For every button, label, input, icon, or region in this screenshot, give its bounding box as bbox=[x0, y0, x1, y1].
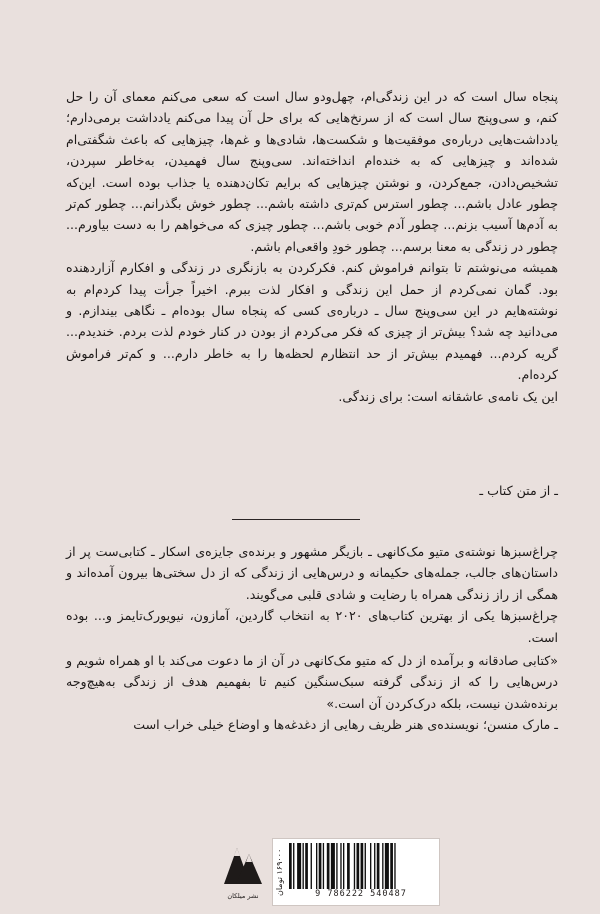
price-label: ۱۶۹۰۰۰ تومان bbox=[275, 848, 284, 896]
mountains-icon bbox=[222, 838, 264, 888]
barcode-bars-icon bbox=[287, 843, 435, 889]
description-paragraph: چراغ‌سبزها نوشته‌ی متیو مک‌کانهی ـ بازیگر مشهور و برنده‌ی جایزه‌ی اسکار ـ کتابی‌ست پر از داستان‌های جالب، جمله‌های حکیمانه و درس‌هایی از زندگی که از دل سختی‌ها بیرون آمده‌اند و همگی از راز زندگی همراه با رضایت و شادی قلبی می‌گویند. bbox=[66, 544, 558, 602]
description-paragraph: چراغ‌سبزها یکی از بهترین کتاب‌های ۲۰۲۰ به انتخاب گاردین، آمازون، نیویورک‌تایمز و... بوده است. bbox=[66, 608, 558, 645]
barcode bbox=[272, 838, 440, 906]
book-review bbox=[66, 650, 558, 736]
book-description bbox=[66, 541, 558, 648]
review-attribution: ـ مارک منسن؛ نویسنده‌ی هنر ظریف رهایی از دغدغه‌ها و اوضاع خیلی خراب است bbox=[133, 717, 558, 733]
section-divider bbox=[232, 519, 360, 520]
publisher-name: نشر میلکان bbox=[227, 892, 259, 900]
publisher-logo-icon bbox=[222, 838, 264, 900]
excerpt-paragraph: این یک نامه‌ی عاشقانه است: برای زندگی. bbox=[338, 388, 558, 404]
review-quote: «کتابی صادقانه و برآمده از دل که متیو مک‌کانهی در آن از ما دعوت می‌کند با او همراه شویم و درس‌هایی را که از زندگی گرفته سبک‌سنگین کنیم تا بفهمیم هدف از زندگی به‌هیچ‌وجه برنده‌شدن نیست، بلکه درک‌کردن آن است.» bbox=[66, 653, 558, 711]
book-excerpt bbox=[66, 86, 558, 407]
excerpt-source: ـ از متن کتاب ـ bbox=[479, 483, 558, 498]
excerpt-paragraph: پنجاه سال است که در این زندگی‌ام، چهل‌ودو سال است که سعی می‌کنم معمای آن را حل کنم، و سی‌وپنج سال است که از سرنخ‌هایی که برای حل آن پیدا می‌کنم یادداشت برمی‌دارم؛ یادداشت‌هایی درباره‌ی موفقیت‌ها و شکست‌ها، شادی‌ها و غم‌ها، چیزهایی که باعث شگفتی‌ام شده‌اند و چیزهایی که به خنده‌ام انداخته‌اند. سی‌وپنج سال فهمیدن، به‌خاطر سپردن، تشخیص‌دادن، جمع‌کردن، و نوشتن چیزهایی که برایم تکان‌دهنده یا جذاب بوده است. این‌که چطور عادل باشم... چطور استرس کم‌تری داشته باشم... چطور خوش بگذرانم... چطور کم‌تر به آدم‌ها آسیب بزنم... چطور آدم خوبی باشم... چطور چیزی که می‌خواهم را به دست بیاورم... چطور در زندگی به معنا برسم... چطور خودِ واقعی‌ام باشم. bbox=[66, 89, 558, 254]
excerpt-paragraph: همیشه می‌نوشتم تا بتوانم فراموش کنم. فکرکردن به بازنگری در زندگی و افکارم آزاردهنده بود. گمان نمی‌کردم از حمل این زندگی و افکار لذت ببرم. اخیراً جرأت پیدا کردم‌ام به نوشته‌هایم در این سی‌وپنج سال ـ درباره‌ی کسی که پنجاه سال بوده‌ام ـ نگاهی بیندازم. و می‌دانید چه شد؟ بیش‌تر از چیزی که فکر می‌کردم از بودن در کنار خودم لذت بردم. خندیدم... گریه کردم... فهمیدم بیش‌تر از حد انتظارم لحظه‌ها را به خاطر دارم... و کم‌تر فراموش کرده‌ام. bbox=[66, 260, 558, 383]
barcode-number: 9 786222 540487 bbox=[315, 889, 407, 899]
